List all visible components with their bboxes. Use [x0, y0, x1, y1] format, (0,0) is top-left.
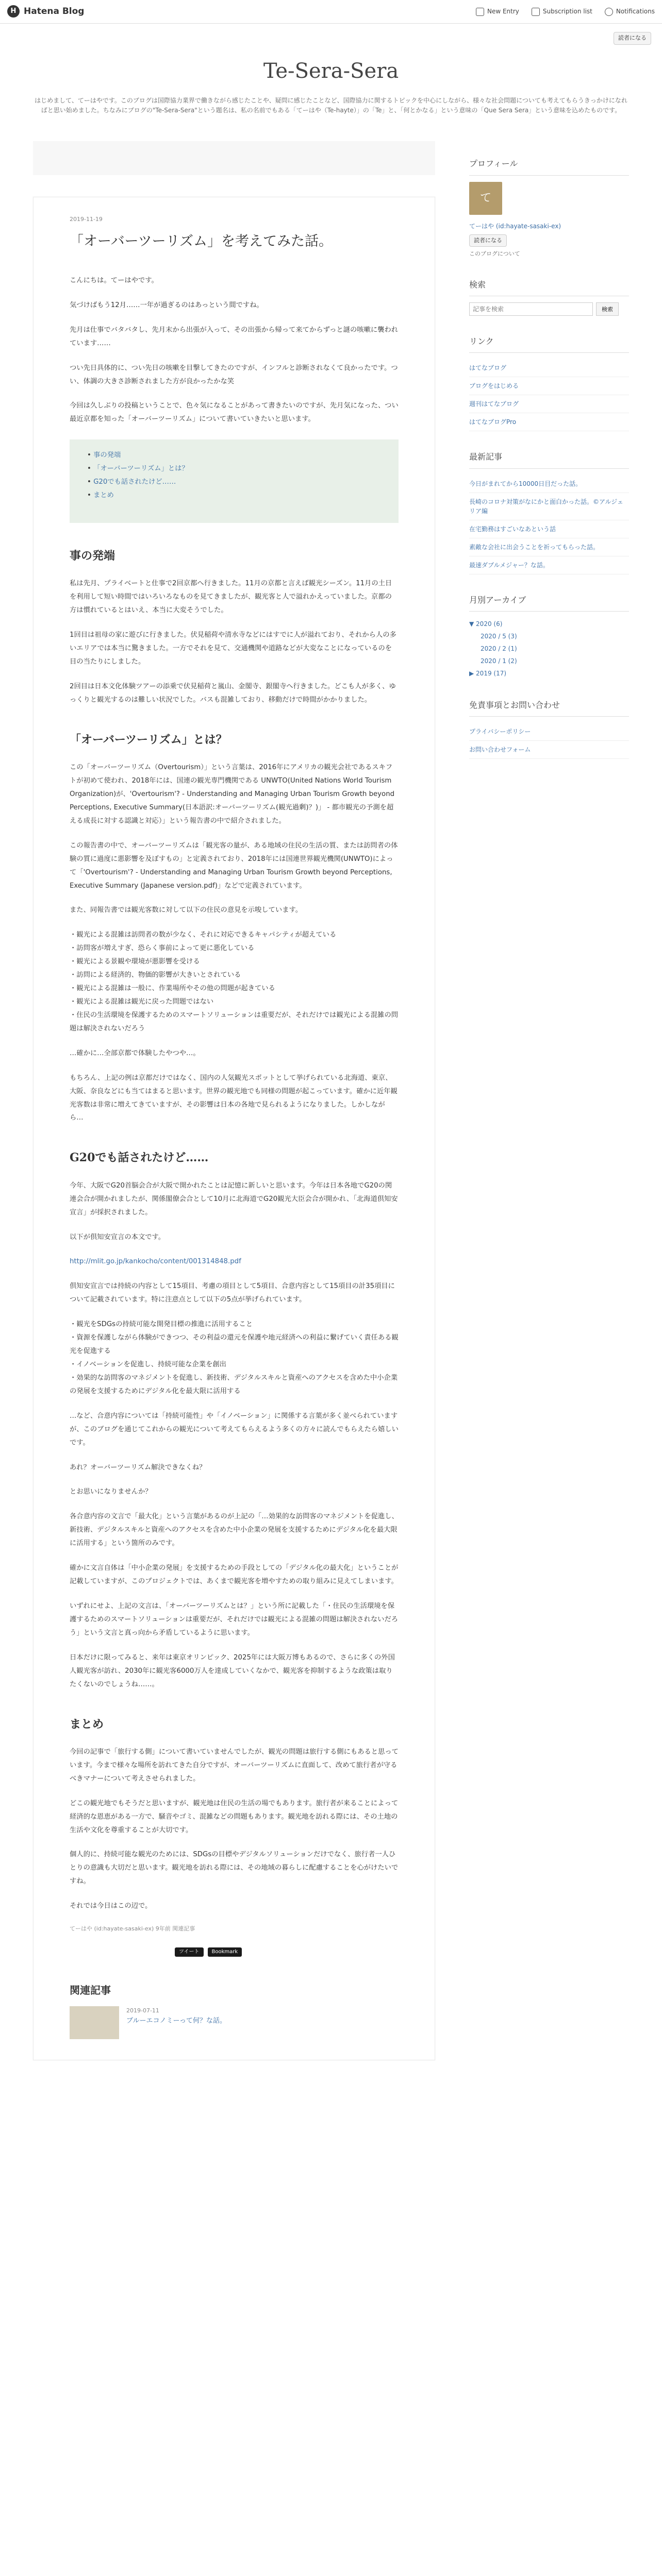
subscription-link[interactable] — [532, 6, 592, 16]
search-input[interactable] — [469, 302, 593, 316]
contact-link[interactable]: プライバシーポリシー — [469, 723, 629, 741]
tweet-button[interactable]: ツイート — [175, 1947, 204, 1957]
profile-title: プロフィール — [469, 157, 629, 175]
pdf-link[interactable]: http://mlit.go.jp/kankocho/content/001314848.pdf — [70, 1258, 241, 1266]
contact-link[interactable]: お問い合わせフォーム — [469, 741, 629, 759]
section-paragraph: もちろん、上記の例は京都だけではなく、国内の人気観光スポットとして挙げられている北海道、東京、大阪、奈良などにも当てはまると思います。世界の観光地でも同様の問題が起こっています。確かに近年観光客数は非常に増えてきていますが、その影響は日本の各地で見られるようになりました。しかしながら… — [70, 1074, 398, 1122]
intro-paragraph: こんにちは。てーはやです。 — [70, 276, 158, 284]
intro-paragraph: つい先日具体的に、つい先日の咳嗽を目撃してきたのですが、インフルと診断されなくて良かったです。つい、体調の大きさ診断されました方が良かったかな笑 — [70, 364, 398, 385]
notifications-label: Notifications — [616, 8, 655, 15]
about-blog-link[interactable]: このブログについて — [469, 250, 520, 258]
search-title: 検索 — [469, 278, 629, 296]
recent-entry-link[interactable]: 今日がまれてから10000日目だった話。 — [469, 475, 629, 493]
new-entry-label: New Entry — [487, 8, 519, 15]
sidebar-link[interactable]: 週刊はてなブログ — [469, 395, 629, 413]
bell-icon — [605, 8, 613, 16]
search-button[interactable]: 検索 — [596, 302, 619, 316]
blog-description: はじめまして、てーはやです。このブログは国際協力業界で働きながら感じたことや、疑問に感じたことなど、国際協力に関するトピックを中心にしながら、様々な社会問題についても考えてもらうきっかけになればと思い始めました。ちなみにブログの"Te-Sera-Sera"という題名は、私の名前でもある「てーはや（Te-hayte）」の「Te」と、「何とかなる」という意味の「Que Sera Sera」という意味を込めたものです。 — [35, 97, 627, 114]
section-paragraph: 各合意内容の文言で「最大化」という言葉があるのが上記の「…効果的な訪問客のマネジメントを促進し、新技術、デジタルスキルと資産へのアクセスを含めた中小企業の発展を支援するためにデジタル化を最大限に活用する」という箇所のみです。 — [70, 1513, 399, 1548]
toc-link[interactable]: G20でも話されたけど…… — [93, 478, 176, 486]
sidebar-link[interactable]: はてなブログ — [469, 359, 629, 377]
section-paragraph: どこの観光地でもそうだと思いますが、観光地は住民の生活の場でもあります。旅行者が来ることによって経済的な恩恵がある一方で、騒音やゴミ、混雑などの問題もあります。観光地を訪れる際には、その土地の生活や文化を尊重することが大切です。 — [70, 1799, 399, 1834]
section-paragraph: 以下が倶知安宣言の本文です。 — [70, 1233, 166, 1241]
list-icon — [532, 8, 540, 16]
reader-button[interactable]: 読者になる — [469, 234, 507, 247]
bullet-item: ・住民の生活環境を保護するためのスマートソリューションは重要だが、それだけでは観光による混雑の問題は解決されないだろう — [70, 1011, 399, 1032]
intro-paragraph: 今回は久しぶりの投稿ということで、色々気になることがあって書きたいのですが、先月気になった、つい最近京都を知った「オーバーツーリズム」について書いていきたいと思います。 — [70, 402, 399, 423]
links-module — [469, 334, 629, 431]
section-heading: まとめ — [70, 1717, 104, 1731]
section-paragraph: この「オーバーツーリズム（Overtourism）」という言葉は、2016年にアメリカの観光会社であるスキフトが初めて使われ、2018年には、国連の観光専門機関である UNWTO(United Nations World Tourism Organization)が、'Overtourism'? - Understanding and Managing Urban Tourism Growth beyond Perceptions, Executive Summary(日本語訳:オーバーツーリズム(観光過剰)？)」 - 都市観光の予測を超える成長に対する認識と対応）」という報告書の中で紹介されました。 — [70, 764, 395, 825]
related-title[interactable]: ブルーエコノミーって何？な話。 — [126, 2017, 226, 2025]
bullet-item: ・資源を保護しながら体験ができつつ、その利益の還元を保護や地元経済への利益に繋げていく責任ある観光を促進する — [70, 1334, 399, 1355]
intro-paragraph: 先月は仕事でバタバタし、先月末から出張が入って、その出張から帰って来てからずっと謎の咳嗽に襲われています…… — [70, 326, 399, 347]
section-paragraph: 1回目は祖母の家に遊びに行きました。伏見稲荷や清水寺などにはすでに人が溢れており、それから人の多いエリアでは本当に驚きました。一方でそれを見て、交通機関や道路などが大変なことになっているのを目の当たりにしました。 — [70, 631, 396, 666]
notifications-link[interactable] — [605, 6, 655, 16]
section-paragraph: …確かに…全部京都で体験したやつや…。 — [70, 1049, 200, 1057]
section-paragraph: 今回の記事で「旅行する側」について書いていませんでしたが、観光の問題は旅行する側にもあると思っています。今まで様々な場所を訪れてきた自分ですが、オーバーツーリズムに直面して、改めて旅行者が守るべきマナーについて考えさせられました。 — [70, 1748, 399, 1783]
entry-footer: てーはや (id:hayate-sasaki-ex) 9年前 関連記事 — [70, 1925, 195, 1933]
archive-title: 月別アーカイブ — [469, 593, 629, 612]
section-paragraph: いずれにせよ、上記の文言は、「オーバーツーリズムとは？」という所に記載した「・住民の生活環境を保護するためのスマートソリューションは重要だが、それだけでは観光による混雑の問題は解決されないだろう」という文言と真っ向から矛盾しているように思います。 — [70, 1602, 399, 1637]
archive-item[interactable]: ▼ 2020 (6) — [469, 620, 503, 628]
subscription-label: Subscription list — [542, 8, 592, 15]
recent-entry-link[interactable]: 最速ダブルメジャー？な話。 — [469, 556, 629, 574]
bullet-list — [70, 928, 399, 1035]
bullet-item: ・観光による混雑は一般に、作業場所やその他の問題が起きている — [70, 985, 275, 993]
section-heading: G20でも話されたけど…… — [70, 1151, 209, 1165]
sidebar — [469, 141, 629, 2060]
archive-module — [469, 593, 629, 680]
top-navbar — [0, 0, 662, 24]
section-heading: 事の発端 — [70, 549, 115, 563]
archive-item[interactable]: 2020 / 1 (2) — [481, 657, 517, 665]
recent-entry-link[interactable]: 長崎のコロナ対策がなにかと面白かった話。©アルジェリア編 — [469, 493, 629, 520]
section-paragraph: 私は先月、プライベートと仕事で2回京都へ行きました。11月の京都と言えば観光シーズン。11月の土日を利用して短い時間ではいろいろなものを見てきましたが、観光客と人で溢れかえっていました。京都の方は慣れているとはいえ、本当に大変そうでした。 — [70, 580, 392, 615]
bookmark-button[interactable]: Bookmark — [208, 1947, 242, 1957]
related-heading: 関連記事 — [70, 1984, 111, 1996]
toc-link[interactable]: 事の発端 — [93, 451, 121, 460]
toc-item: • 「オーバーツーリズム」とは？ — [87, 465, 189, 473]
entry-date[interactable]: 2019-11-19 — [70, 216, 103, 223]
toc-link[interactable]: まとめ — [93, 492, 114, 500]
section-paragraph: 日本だけに限ってみると、来年は東京オリンピック、2025年には大阪万博もあるので、さらに多くの外国人観光客が訪れ、2030年に観光客6000万人を達成していくなかで、観光客を抑制するような政策は取りたくないのでしょうね……。 — [70, 1653, 395, 1688]
entry-title[interactable]: 「オーバーツーリズム」を考えてみた話。 — [70, 233, 333, 250]
section-paragraph: あれ？オーバーツーリズム解決できなくね？ — [70, 1463, 206, 1471]
main-column — [33, 141, 435, 2060]
toc-link[interactable]: 「オーバーツーリズム」とは？ — [93, 465, 189, 473]
new-entry-link[interactable] — [476, 6, 519, 16]
entry-body — [70, 547, 399, 1913]
subscribe-button[interactable]: 読者になる — [614, 32, 651, 45]
recent-module — [469, 450, 629, 574]
toc-item: • G20でも話されたけど…… — [87, 478, 176, 486]
hatena-logo-icon: H — [7, 5, 20, 18]
recent-title: 最新記事 — [469, 450, 629, 468]
bullet-item: ・観光による混雑は観光に戻った問題ではない — [70, 998, 214, 1006]
archive-item[interactable]: 2020 / 2 (1) — [481, 645, 517, 652]
entry-article — [33, 197, 435, 2060]
toc-item: • まとめ — [87, 492, 114, 500]
section-paragraph: 確かに文言自体は「中小企業の発展」を支援するための手段としての「デジタル化の最大化」ということが記載していますが、このプロジェクトでは、あくまで観光客を増やすための取り組みに見えてしまいます。 — [70, 1564, 399, 1586]
ad-placeholder — [33, 141, 435, 175]
bullet-item: ・観光をSDGsの持続可能な開発目標の推進に活用すること — [70, 1320, 253, 1329]
bullet-item: ・訪問による経済的、物価的影響が大きいとされている — [70, 971, 241, 979]
share-buttons — [175, 1947, 399, 1957]
bullet-item: ・効果的な訪問客のマネジメントを促進し、新技術、デジタルスキルと資産へのアクセスを含めた中小企業の発展を支援するためにデジタル化を最大限に活用する — [70, 1374, 398, 1395]
avatar[interactable]: て — [469, 182, 502, 215]
related-date: 2019-07-11 — [126, 2007, 159, 2014]
recent-entry-link[interactable]: 素敵な会社に出会うことを祈ってもらった話。 — [469, 538, 629, 556]
bullet-item: ・イノベーションを促進し、持続可能な企業を創出 — [70, 1360, 226, 1368]
section-paragraph: 個人的に、持続可能な観光のためには、SDGsの目標やデジタルソリューションだけでなく、旅行者一人ひとりの意識も大切だと思います。観光地を訪れる際には、その地域の暮らしに配慮することを心がけたいですね。 — [70, 1851, 399, 1886]
sidebar-link[interactable]: はてなブログPro — [469, 413, 629, 431]
section-heading: 「オーバーツーリズム」とは？ — [70, 733, 227, 747]
bullet-list — [70, 1318, 399, 1398]
bullet-item: ・訪問客が増えすぎ、恐らく事前によって更に悪化している — [70, 944, 255, 953]
table-of-contents — [70, 439, 399, 523]
section-paragraph: とお思いになりませんか？ — [70, 1488, 152, 1496]
section-paragraph: 倶知安宣言では持続の内容として15項目、考慮の項目として5項目、合意内容として15項目の計35項目について記載されています。特に注意点として以下の5点が挙げられています。 — [70, 1282, 395, 1304]
contact-module — [469, 698, 629, 759]
profile-module — [469, 157, 629, 259]
blog-title[interactable]: Te-Sera-Sera — [263, 59, 399, 83]
links-title: リンク — [469, 334, 629, 353]
bullet-item: ・観光による景観や環境が悪影響を受ける — [70, 958, 200, 966]
search-module — [469, 278, 629, 316]
section-paragraph: それでは今日はこの辺で。 — [70, 1902, 152, 1910]
hatena-logo[interactable] — [7, 4, 84, 19]
section-paragraph: この報告書の中で、オーバーツーリズムは「観光客の量が、ある地域の住民の生活の質、または訪問者の体験の質に過度に悪影響を及ぼすもの」と定義されており、2018年には国連世界観光機関(UNWTO)によって「'Overtourism'? - Understanding and Managing Urban Tourism Growth beyond Perceptions, Executive Summary (Japanese version.pdf)」などで定義されています。 — [70, 841, 398, 890]
intro-paragraph: 気づけばもう12月……一年が過ぎるのはあっという間ですね。 — [70, 301, 263, 309]
section-paragraph: また、同報告書では観光客数に対して以下の住民の意見を示唆しています。 — [70, 906, 303, 914]
bullet-item: ・観光による混雑は訪問者の数が少なく、それに対応できるキャパシティが超えている — [70, 931, 337, 939]
link-paragraph — [70, 1255, 399, 1268]
sidebar-link[interactable]: ブログをはじめる — [469, 377, 629, 395]
blog-header — [0, 24, 662, 131]
contact-title: 免責事項とお問い合わせ — [469, 698, 629, 717]
section-paragraph: 2回目は日本文化体験ツアーの添乗で伏見稲荷と嵐山、金閣寺、銀閣寺へ行きました。どこも人が多く、ゆっくりと観光するのは難しい状況でした。バスも混雑しており、移動だけで時間がかかりました。 — [70, 682, 396, 704]
archive-item[interactable]: 2020 / 5 (3) — [481, 632, 517, 640]
related-thumbnail[interactable] — [70, 2006, 119, 2039]
section-paragraph: 今年、大阪でG20首脳会合が大阪で開かれたことは記憶に新しいと思います。今年は日本各地でG20の関連会合が開かれましたが、関係閣僚会合として10月に北海道でG20観光大臣会合が開かれ、「北海道倶知安宣言」が採択されました。 — [70, 1181, 398, 1216]
entry-intro — [70, 274, 399, 426]
hatena-logo-text: Hatena Blog — [24, 6, 85, 17]
section-paragraph: …など、合意内容については「持続可能性」や「イノベーション」に関係する言葉が多く並べられていますが、このブログを通じてこれからの観光について考えてもらえるよう多くの方々に読んでもらえたら嬉しいです。 — [70, 1412, 399, 1447]
related-item[interactable] — [70, 2006, 399, 2039]
recent-entry-link[interactable]: 在宅勤務はすごいなあという話 — [469, 520, 629, 538]
related-entries — [70, 1981, 399, 2039]
profile-user-id[interactable]: てーはや (id:hayate-sasaki-ex) — [469, 222, 561, 230]
pencil-icon — [476, 8, 484, 16]
toc-item: • 事の発端 — [87, 451, 121, 460]
archive-item[interactable]: ▶ 2019 (17) — [469, 669, 507, 677]
